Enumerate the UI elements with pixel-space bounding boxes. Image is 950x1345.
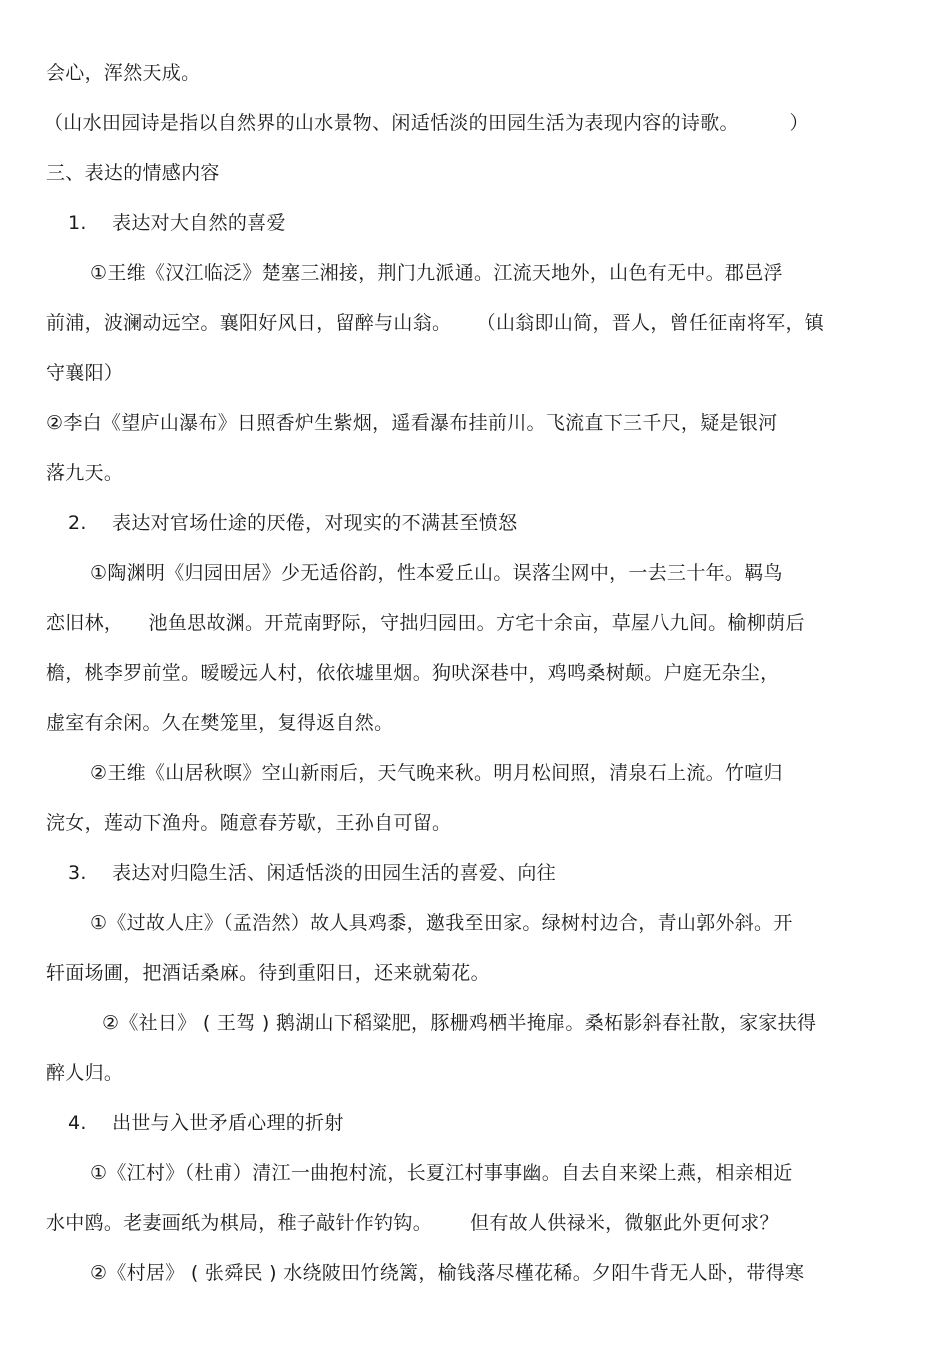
text-line: ②《村居》 ( 张舜民 ) 水绕陂田竹绕篱，榆钱落尽槿花稀。夕阳牛背无人卧，带得寒 <box>90 1262 805 1284</box>
text-line: 檐，桃李罗前堂。暧暧远人村，依依墟里烟。狗吠深巷中，鸡鸣桑树颠。户庭无杂尘， <box>46 662 780 684</box>
text-line: 醉人归。 <box>46 1062 124 1084</box>
text-line: 恋旧林， 池鱼思故渊。开荒南野际，守拙归园田。方宅十余亩，草屋八九间。榆柳荫后 <box>46 612 805 634</box>
text-line: 水中鸥。老妻画纸为棋局，稚子敲针作钓钩。 但有故人供禄米，微躯此外更何求？ <box>46 1212 779 1234</box>
text-line: 虚室有余闲。久在樊笼里，复得返自然。 <box>46 712 394 734</box>
text-line: ①王维《汉江临泛》楚塞三湘接，荆门九派通。江流天地外，山色有无中。郡邑浮 <box>90 262 783 284</box>
text-line: 守襄阳） <box>46 362 124 384</box>
subheading-2: 2. 表达对官场仕途的厌倦，对现实的不满甚至愤怒 <box>68 512 518 534</box>
text-line: ②《社日》 ( 王驾 ) 鹅湖山下稻粱肥，豚栅鸡栖半掩扉。桑柘影斜春社散，家家扶得 <box>102 1012 817 1034</box>
text-line: ①陶渊明《归园田居》少无适俗韵，性本爱丘山。误落尘网中，一去三十年。羁鸟 <box>90 562 783 584</box>
subheading-4: 4. 出世与入世矛盾心理的折射 <box>68 1112 344 1134</box>
text-line: ②李白《望庐山瀑布》日照香炉生紫烟，遥看瀑布挂前川。飞流直下三千尺，疑是银河 <box>46 412 778 434</box>
text-line: 落九天。 <box>46 462 124 484</box>
text-line: 轩面场圃，把酒话桑麻。待到重阳日，还来就菊花。 <box>46 962 490 984</box>
note-line: （山水田园诗是指以自然界的山水景物、闲适恬淡的田园生活为表现内容的诗歌。 ） <box>44 112 809 134</box>
section-heading: 三、表达的情感内容 <box>46 162 220 184</box>
subheading-3: 3. 表达对归隐生活、闲适恬淡的田园生活的喜爱、向往 <box>68 862 556 884</box>
subheading-1: 1. 表达对大自然的喜爱 <box>68 212 286 234</box>
text-line: ②王维《山居秋暝》空山新雨后，天气晚来秋。明月松间照，清泉石上流。竹喧归 <box>90 762 783 784</box>
text-line: 浣女，莲动下渔舟。随意春芳歇，王孙自可留。 <box>46 812 452 834</box>
text-line: ①《过故人庄》（孟浩然）故人具鸡黍，邀我至田家。绿树村边合，青山郭外斜。开 <box>90 912 793 934</box>
text-line: 前浦，波澜动远空。襄阳好风日，留醉与山翁。 （山翁即山简，晋人，曾任征南将军，镇 <box>46 312 825 334</box>
text-line: 会心，浑然天成。 <box>46 62 201 84</box>
text-line: ①《江村》（杜甫）清江一曲抱村流，长夏江村事事幽。自去自来梁上燕，相亲相近 <box>90 1162 793 1184</box>
